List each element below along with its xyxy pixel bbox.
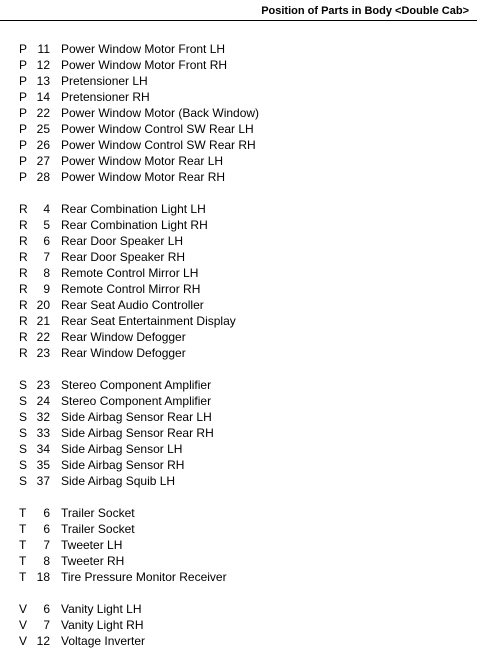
part-code-number: 7 <box>43 250 50 264</box>
part-code-letter: S <box>19 378 28 392</box>
part-code-letter: R <box>19 266 28 280</box>
part-name: Power Window Motor Front LH <box>61 42 226 56</box>
part-code-number: 4 <box>43 202 50 216</box>
part-code-number: 6 <box>43 506 50 520</box>
list-item <box>0 473 482 489</box>
list-item <box>0 569 482 585</box>
parts-list <box>0 41 482 665</box>
part-code-letter: V <box>19 618 28 632</box>
list-item <box>0 201 482 217</box>
part-name: Rear Window Defogger <box>61 330 186 344</box>
part-name: Side Airbag Sensor RH <box>61 458 185 472</box>
part-code-number: 7 <box>43 538 50 552</box>
list-item <box>0 73 482 89</box>
part-code-letter: V <box>19 634 28 648</box>
part-name: Stereo Component Amplifier <box>61 378 212 392</box>
list-item <box>0 41 482 57</box>
list-item <box>0 121 482 137</box>
list-item <box>0 393 482 409</box>
list-item <box>0 233 482 249</box>
page-title: Position of Parts in Body <Double Cab> <box>261 5 469 17</box>
list-item <box>0 521 482 537</box>
part-code-number: 33 <box>36 426 50 440</box>
part-name: Vanity Light LH <box>61 602 142 616</box>
part-name: Voltage Inverter <box>61 634 146 648</box>
part-name: Pretensioner RH <box>61 90 150 104</box>
list-item <box>0 329 482 345</box>
part-code-number: 25 <box>36 122 50 136</box>
part-code-number: 27 <box>36 154 50 168</box>
list-item <box>0 633 482 649</box>
part-code-letter: P <box>19 106 28 120</box>
parts-group-p <box>0 41 482 185</box>
parts-group-t <box>0 505 482 585</box>
part-name: Rear Combination Light RH <box>61 218 208 232</box>
part-code-number: 7 <box>43 618 50 632</box>
list-item <box>0 553 482 569</box>
list-item <box>0 457 482 473</box>
list-item <box>0 265 482 281</box>
list-item <box>0 57 482 73</box>
part-code-letter: S <box>19 410 28 424</box>
part-name: Power Window Motor Rear RH <box>61 170 226 184</box>
list-item <box>0 297 482 313</box>
part-code-number: 32 <box>36 410 50 424</box>
part-code-letter: V <box>19 602 28 616</box>
list-item <box>0 105 482 121</box>
part-code-letter: R <box>19 202 28 216</box>
list-item <box>0 409 482 425</box>
part-code-letter: T <box>19 554 27 568</box>
part-code-number: 6 <box>43 522 50 536</box>
part-code-letter: P <box>19 74 28 88</box>
part-code-number: 28 <box>36 170 50 184</box>
part-code-number: 22 <box>36 106 50 120</box>
part-name: Tweeter RH <box>61 554 125 568</box>
part-code-number: 8 <box>43 554 50 568</box>
part-code-number: 14 <box>36 90 50 104</box>
part-name: Vanity Light RH <box>61 618 144 632</box>
part-code-letter: T <box>19 538 27 552</box>
part-name: Pretensioner LH <box>61 74 148 88</box>
list-item <box>0 313 482 329</box>
list-item <box>0 217 482 233</box>
list-item <box>0 537 482 553</box>
part-code-letter: S <box>19 458 28 472</box>
part-name: Power Window Motor (Back Window) <box>61 106 260 120</box>
part-code-number: 11 <box>37 42 50 56</box>
part-name: Rear Combination Light LH <box>61 202 206 216</box>
part-code-number: 13 <box>36 74 50 88</box>
part-code-number: 5 <box>43 218 50 232</box>
list-item <box>0 153 482 169</box>
part-code-letter: P <box>19 138 28 152</box>
part-code-number: 12 <box>36 634 50 648</box>
part-code-number: 20 <box>36 298 50 312</box>
part-name: Trailer Socket <box>61 506 135 520</box>
list-item <box>0 425 482 441</box>
part-name: Rear Door Speaker RH <box>61 250 186 264</box>
part-name: Side Airbag Sensor Rear LH <box>61 410 212 424</box>
part-code-number: 34 <box>36 442 50 456</box>
parts-group-v <box>0 601 482 649</box>
part-code-number: 6 <box>43 234 50 248</box>
part-name: Remote Control Mirror RH <box>61 282 201 296</box>
part-code-letter: R <box>19 330 28 344</box>
list-item <box>0 345 482 361</box>
part-code-number: 35 <box>36 458 50 472</box>
part-code-letter: R <box>19 314 28 328</box>
part-code-letter: T <box>19 522 27 536</box>
page-header <box>0 0 477 21</box>
part-code-number: 37 <box>36 474 50 488</box>
list-item <box>0 281 482 297</box>
part-code-number: 26 <box>36 138 50 152</box>
part-name: Power Window Motor Rear LH <box>61 154 224 168</box>
part-name: Tire Pressure Monitor Receiver <box>61 570 227 584</box>
parts-group-r <box>0 201 482 361</box>
part-code-number: 21 <box>36 314 50 328</box>
part-name: Side Airbag Sensor LH <box>61 442 183 456</box>
part-name: Side Airbag Squib LH <box>61 474 176 488</box>
part-code-letter: R <box>19 234 28 248</box>
part-name: Side Airbag Sensor Rear RH <box>61 426 214 440</box>
part-code-letter: S <box>19 426 28 440</box>
part-code-letter: P <box>19 90 28 104</box>
part-code-number: 18 <box>36 570 50 584</box>
list-item <box>0 441 482 457</box>
part-code-number: 23 <box>36 378 50 392</box>
part-name: Power Window Motor Front RH <box>61 58 228 72</box>
part-name: Stereo Component Amplifier <box>61 394 212 408</box>
list-item <box>0 505 482 521</box>
part-name: Rear Window Defogger <box>61 346 186 360</box>
list-item <box>0 601 482 617</box>
part-code-number: 9 <box>43 282 50 296</box>
part-code-number: 23 <box>36 346 50 360</box>
part-code-number: 6 <box>43 602 50 616</box>
part-code-number: 8 <box>43 266 50 280</box>
part-code-letter: R <box>19 250 28 264</box>
part-code-letter: P <box>19 154 28 168</box>
list-item <box>0 89 482 105</box>
part-name: Remote Control Mirror LH <box>61 266 199 280</box>
list-item <box>0 137 482 153</box>
part-name: Rear Door Speaker LH <box>61 234 184 248</box>
list-item <box>0 169 482 185</box>
part-code-letter: T <box>19 506 27 520</box>
part-code-letter: P <box>19 42 28 56</box>
list-item <box>0 377 482 393</box>
part-code-letter: R <box>19 218 28 232</box>
part-name: Trailer Socket <box>61 522 135 536</box>
part-code-number: 12 <box>36 58 50 72</box>
part-code-letter: S <box>19 474 28 488</box>
part-name: Tweeter LH <box>61 538 123 552</box>
part-code-number: 22 <box>36 330 50 344</box>
part-name: Power Window Control SW Rear LH <box>61 122 254 136</box>
part-code-letter: R <box>19 282 28 296</box>
list-item <box>0 617 482 633</box>
part-code-letter: R <box>19 346 28 360</box>
list-item <box>0 249 482 265</box>
part-code-letter: S <box>19 394 28 408</box>
part-code-letter: S <box>19 442 28 456</box>
part-name: Rear Seat Audio Controller <box>61 298 204 312</box>
parts-group-s <box>0 377 482 489</box>
part-code-letter: P <box>19 122 28 136</box>
part-name: Rear Seat Entertainment Display <box>61 314 236 328</box>
part-code-letter: P <box>19 58 28 72</box>
part-code-letter: R <box>19 298 28 312</box>
part-code-letter: P <box>19 170 28 184</box>
part-code-number: 24 <box>36 394 50 408</box>
part-code-letter: T <box>19 570 27 584</box>
part-name: Power Window Control SW Rear RH <box>61 138 256 152</box>
